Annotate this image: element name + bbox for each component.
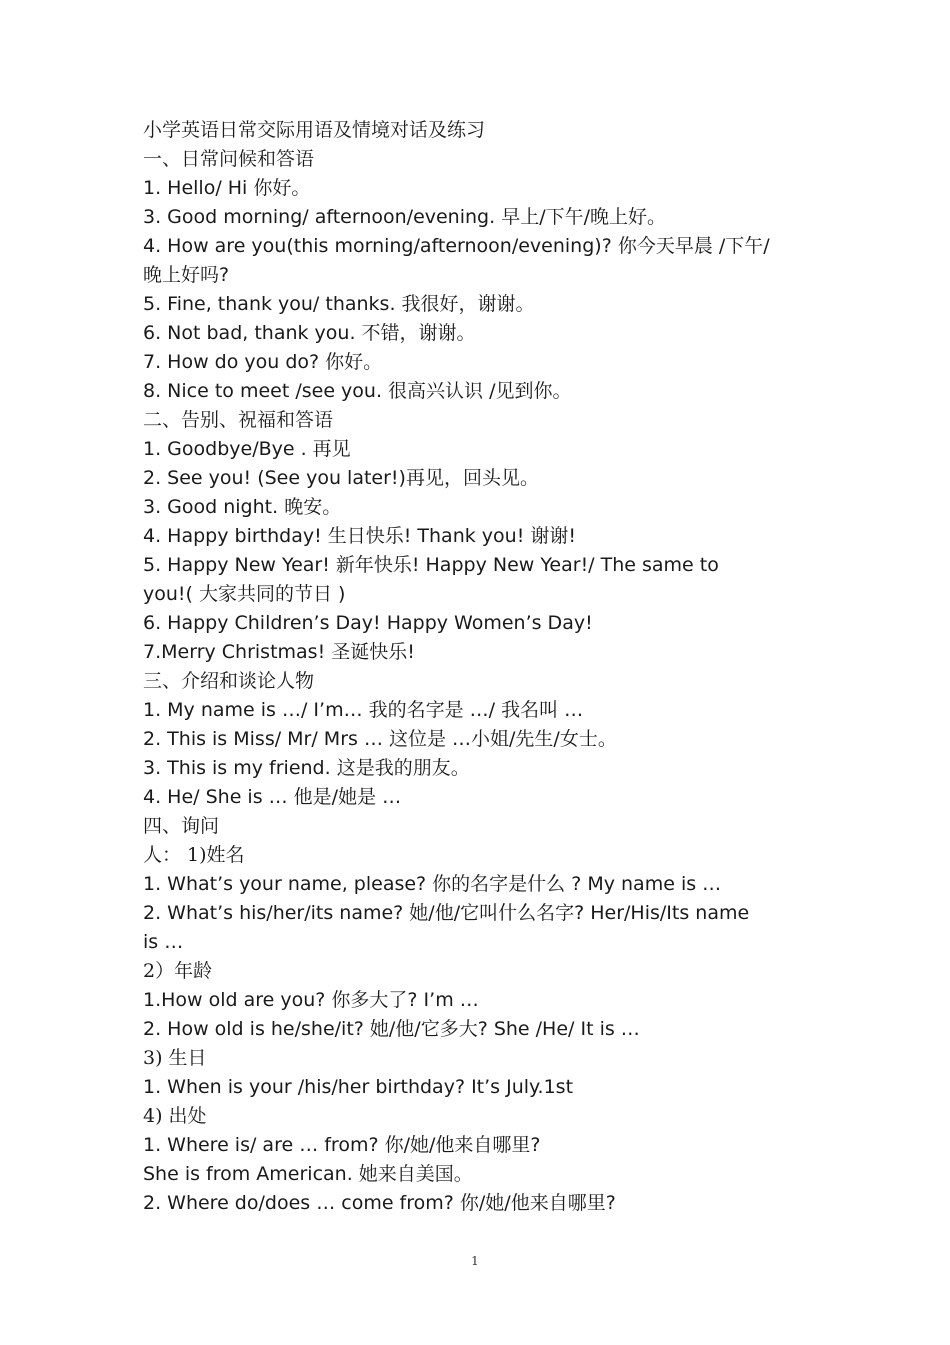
phrase-line: 2. What’s his/her/its name? 她/他/它叫什么名字? Her/His/Its name [143,902,750,924]
phrase-line: 7.Merry Christmas! 圣诞快乐! [143,641,415,663]
page-number: 1 [471,1254,479,1268]
phrase-line: 1. What’s your name, please? 你的名字是什么 ? My name is … [143,873,722,895]
phrase-line: 6. Happy Children’s Day! Happy Women’s Day! [143,612,593,634]
phrase-line: She is from American. 她来自美国。 [143,1163,473,1185]
phrase-line: 1. Where is/ are … from? 你/她/他来自哪里? [143,1134,541,1156]
phrase-line: 4. Happy birthday! 生日快乐! Thank you! 谢谢! [143,525,576,547]
phrase-line: 1. Hello/ Hi 你好。 [143,177,311,199]
section-heading: 人： 1)姓名 [143,844,245,866]
phrase-line: 3. Good night. 晚安。 [143,496,342,518]
section-heading: 2）年龄 [143,960,213,982]
phrase-line: 8. Nice to meet /see you. 很高兴认识 /见到你。 [143,380,572,402]
phrase-line: 3. This is my friend. 这是我的朋友。 [143,757,470,779]
section-heading: 三、介绍和谈论人物 [143,670,315,692]
phrase-line: 晚上好吗? [143,264,230,286]
phrase-line: 2. How old is he/she/it? 她/他/它多大? She /He/ It is … [143,1018,640,1040]
section-heading: 四、询问 [143,815,220,837]
phrase-line: 3. Good morning/ afternoon/evening. 早上/下午/晚上好。 [143,206,666,228]
section-heading: 二、告别、祝福和答语 [143,409,334,431]
phrase-line: 7. How do you do? 你好。 [143,351,383,373]
phrase-line: 2. This is Miss/ Mr/ Mrs … 这位是 …小姐/先生/女士。 [143,728,617,750]
phrase-line: 1. My name is …/ I’m… 我的名字是 …/ 我名叫 … [143,699,584,721]
phrase-line: 6. Not bad, thank you. 不错，谢谢。 [143,322,476,344]
phrase-line: 1. When is your /his/her birthday? It’s July.1st [143,1076,574,1098]
phrase-line: 1. Goodbye/Bye . 再见 [143,438,351,460]
section-heading: 一、日常问候和答语 [143,148,315,170]
phrase-line: 2. See you! (See you later!)再见，回头见。 [143,467,539,489]
phrase-line: 1.How old are you? 你多大了? I’m … [143,989,479,1011]
phrase-line: you!( 大家共同的节日 ) [143,583,346,605]
phrase-line: 5. Fine, thank you/ thanks. 我很好，谢谢。 [143,293,535,315]
phrase-line: 2. Where do/does … come from? 你/她/他来自哪里? [143,1192,616,1214]
section-heading: 4) 出处 [143,1105,207,1127]
document-title: 小学英语日常交际用语及情境对话及练习 [143,119,486,141]
phrase-line: 4. How are you(this morning/afternoon/evening)? 你今天早晨 /下午/ [143,235,770,257]
section-heading: 3) 生日 [143,1047,207,1069]
phrase-line: is … [143,931,184,953]
phrase-line: 4. He/ She is … 他是/她是 … [143,786,402,808]
phrase-line: 5. Happy New Year! 新年快乐! Happy New Year!/ The same to [143,554,719,576]
